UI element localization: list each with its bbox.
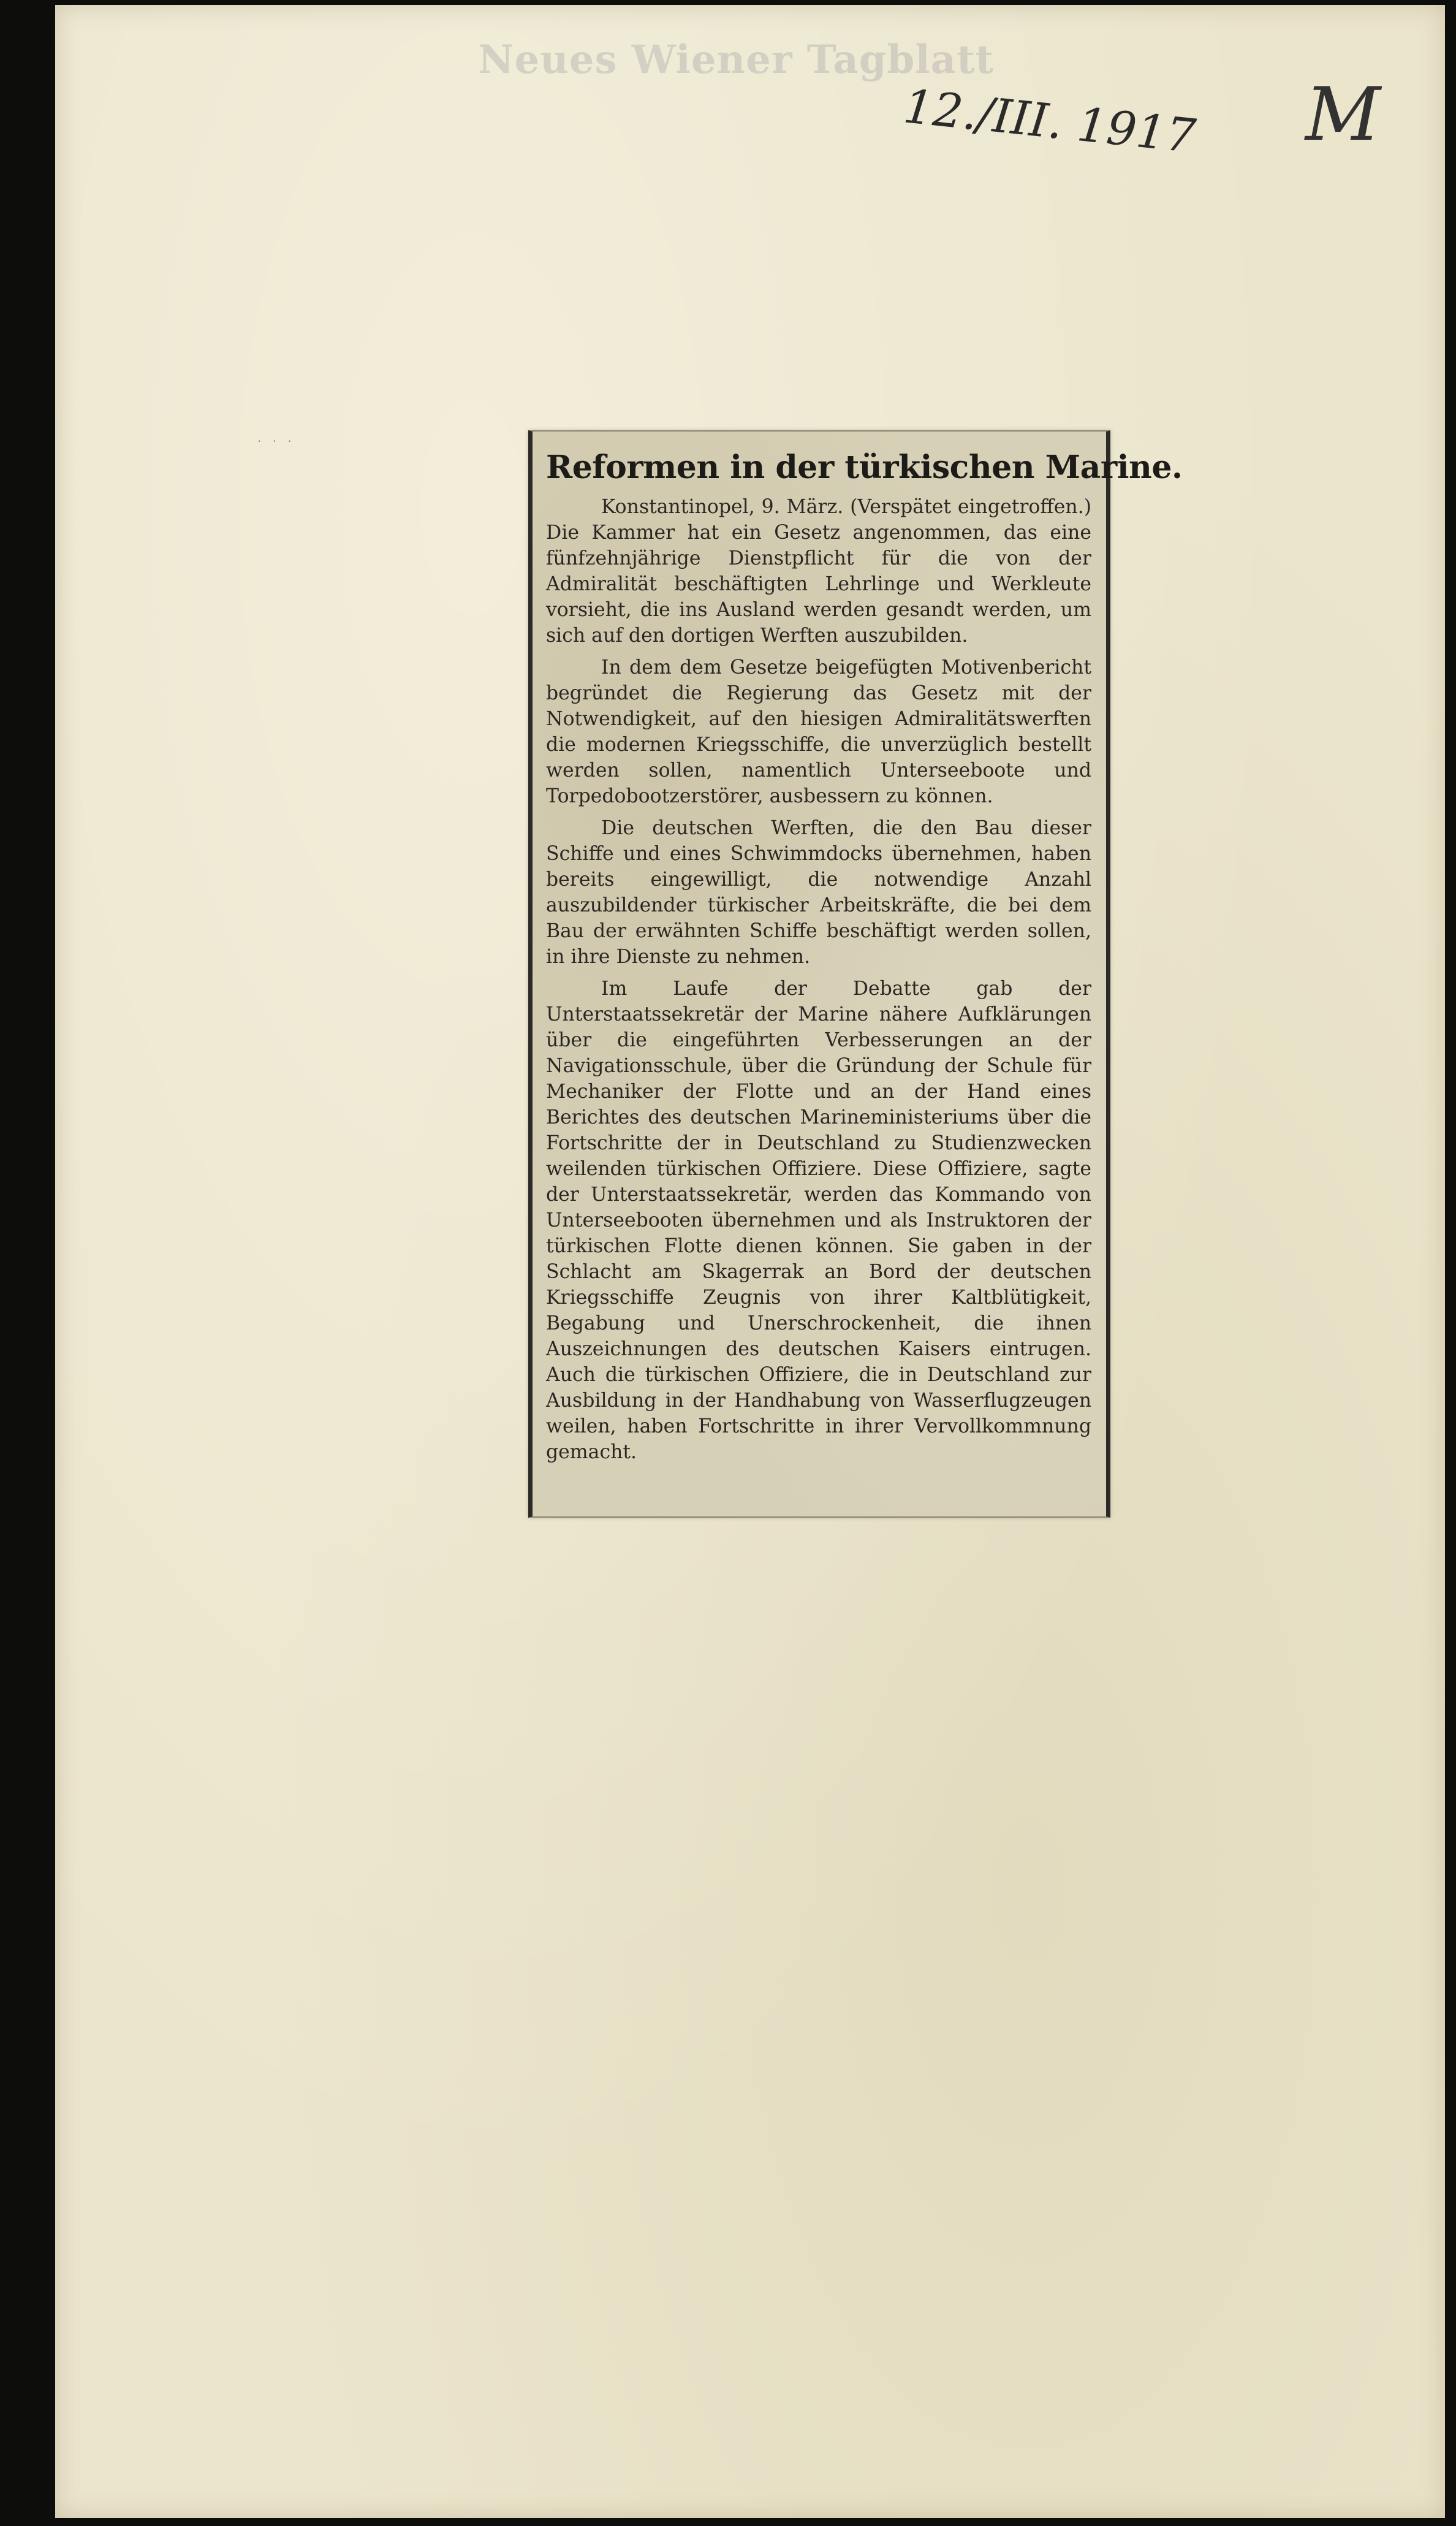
article-paragraph: In dem dem Gesetze beigefügten Motivenbericht begründet die Regierung das Gesetz mit der Notwendigkeit, auf den hiesigen Admiralitätswerften die modernen Kriegsschiffe, die unverzüglich bestellt werden sollen, namentlich Unterseeboote und Torpedobootzerstörer, ausbessern zu können.: [546, 656, 1091, 807]
handwritten-initials: M: [1305, 72, 1381, 158]
paper-specks: · · ·: [257, 434, 295, 449]
newspaper-clipping: [528, 430, 1183, 1518]
archive-sheet: [55, 5, 1445, 2518]
handwritten-date: 12./III. 1917: [901, 78, 1199, 164]
article-paragraph: Die deutschen Werften, die den Bau dieser Schiffe und eines Schwimmdocks übernehmen, haben bereits eingewilligt, die notwendige Anzahl auszubildender türkischer Arbeitskräfte, die bei dem Bau der erwähnten Schiffe beschäftigt werden sollen, in ihre Dienste zu nehmen.: [546, 817, 1091, 968]
article-paragraph: Konstantinopel, 9. März. (Verspätet eingetroffen.) Die Kammer hat ein Gesetz angenommen, das eine fünfzehnjährige Dienstpflicht für die von der Admiralität beschäftigten Lehrlinge und Werkleute vorsieht, die ins Ausland werden gesandt werden, um sich auf den dortigen Werften auszubilden.: [546, 496, 1091, 647]
article-paragraph: Im Laufe der Debatte gab der Unterstaatssekretär der Marine nähere Aufklärungen über die eingeführten Verbesserungen an der Navigationsschule, über die Gründung der Schule für Mechaniker der Flotte und an der Hand eines Berichtes des deutschen Marineministeriums über die Fortschritte der in Deutschland zu Studienzwecken weilenden türkischen Offiziere. Diese Offiziere, sagte der Unterstaatssekretär, werden das Kommando von Unterseebooten übernehmen und als Instruktoren der türkischen Flotte dienen können. Sie gaben in der Schlacht am Skagerrak an Bord der deutschen Kriegsschiffe Zeugnis von ihrer Kaltblütigkeit, Begabung und Unerschrockenheit, die ihnen Auszeichnungen des deutschen Kaisers eintrugen. Auch die türkischen Offiziere, die in Deutschland zur Ausbildung in der Handhabung von Wasserflugzeugen weilen, haben Fortschritte in ihrer Vervollkommnung gemacht.: [546, 978, 1091, 1463]
newspaper-stamp: Neues Wiener Tagblatt: [478, 37, 995, 83]
article-title: Reformen in der türkischen Marine.: [546, 449, 1183, 486]
